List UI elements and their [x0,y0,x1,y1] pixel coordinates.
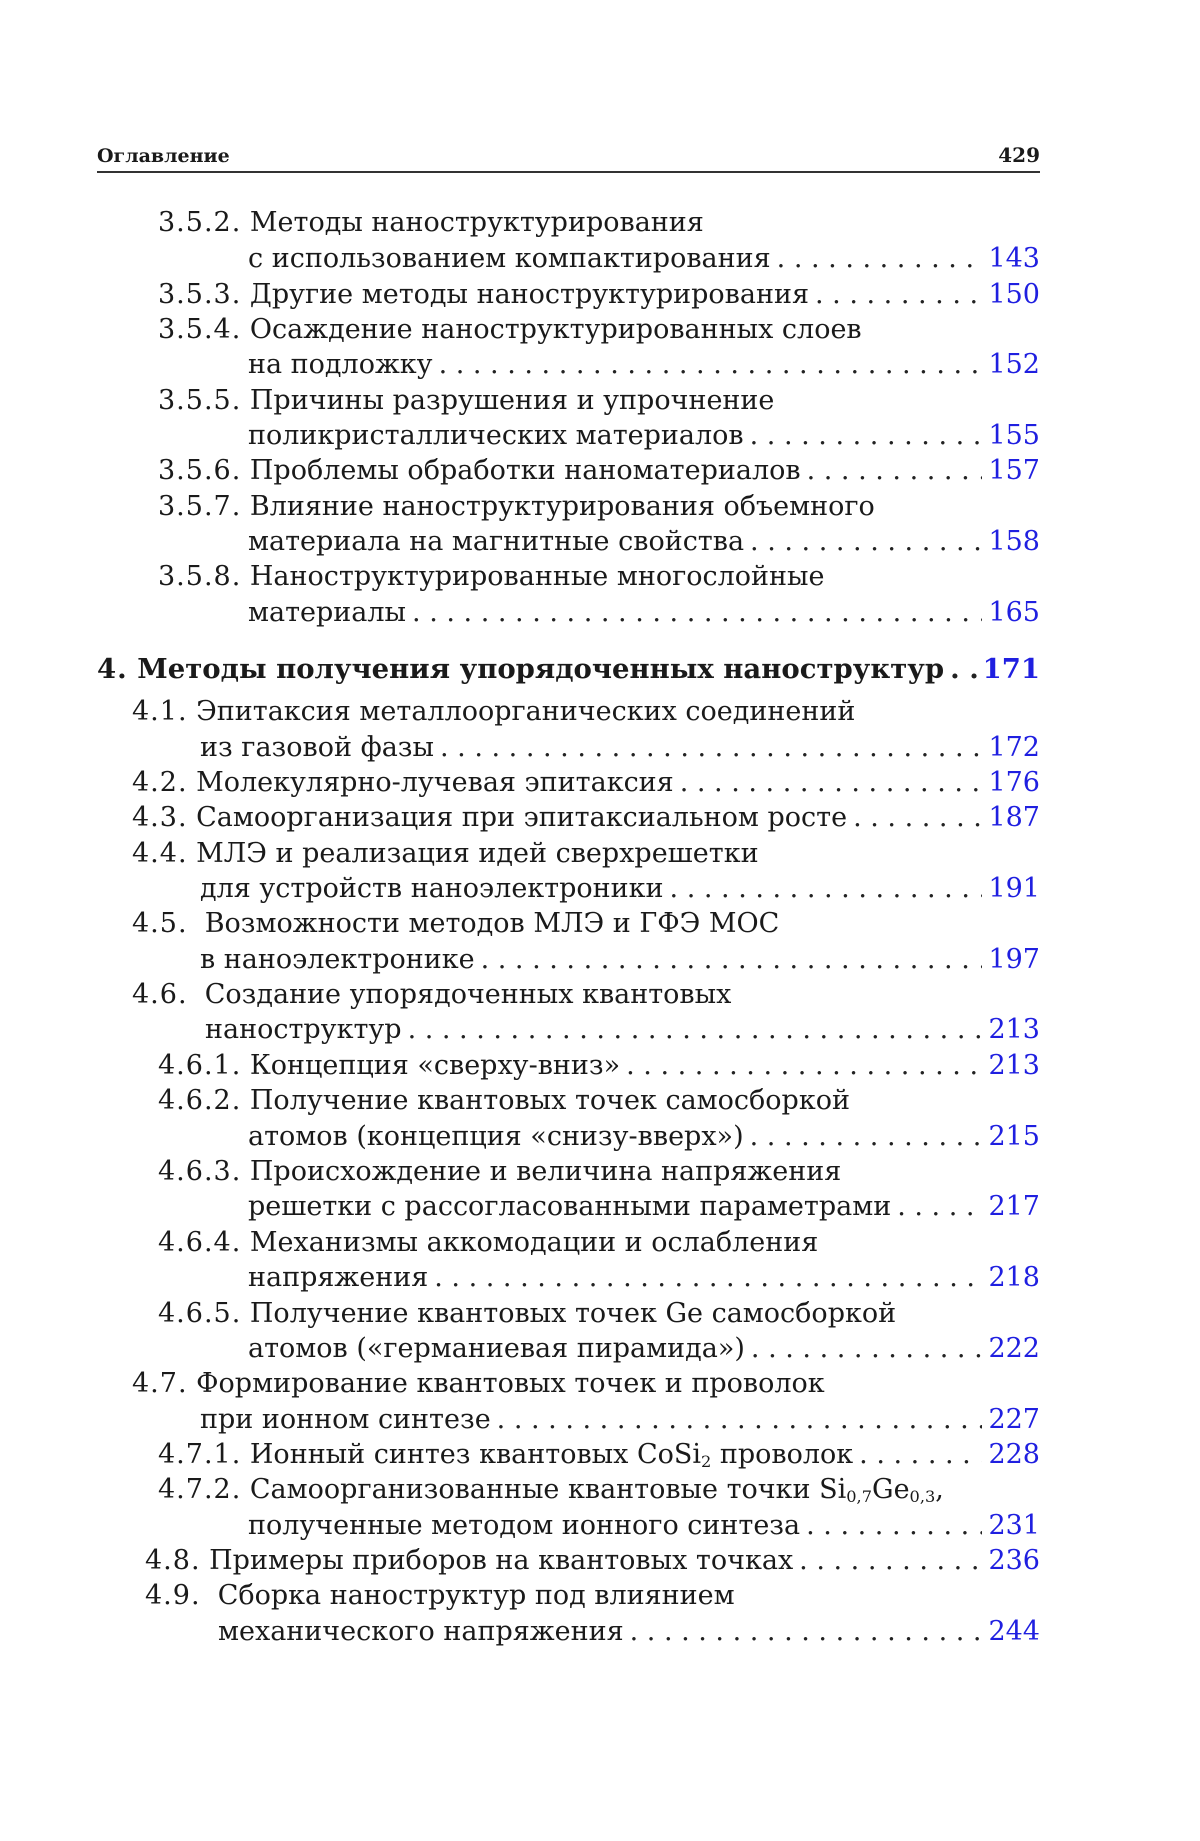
toc-entry-4-7-1[interactable] [158,1438,1040,1472]
entry-page-link[interactable]: 222 [988,1333,1040,1364]
entry-title: Создание упорядоченных квантовых [204,979,732,1010]
entry-number: 4.7. [132,1368,188,1399]
dot-leader [751,1332,983,1366]
entry-title-cont: атомов (концепция «снизу-вверх») [248,1121,744,1152]
entry-title: Возможности методов МЛЭ и ГФЭ МОС [204,908,780,939]
entry-title-cont: поликристаллических материалов [248,420,744,451]
toc-entry-4-6-2[interactable] [158,1084,1040,1118]
entry-page-link[interactable]: 228 [988,1439,1040,1470]
toc-entry-4-7[interactable] [132,1367,1040,1401]
entry-page-link[interactable]: 171 [982,653,1040,685]
entry-number: 4.6.4. [158,1227,242,1258]
toc-entry-4-1-cont[interactable] [200,731,1040,765]
entry-title-cont: в наноэлектронике [200,944,475,975]
entry-title-cont: с использованием компактирования [248,243,771,274]
dot-leader [897,1190,982,1224]
toc-entry-4-6-cont[interactable] [205,1013,1040,1047]
dot-leader [853,801,982,835]
entry-title-cont: на подложку [248,349,433,380]
entry-page-link[interactable]: 191 [988,873,1040,904]
dot-leader [626,1049,982,1083]
running-title: Оглавление [97,145,230,167]
dot-leader [807,454,983,488]
entry-number: 4.6.1. [158,1050,242,1081]
dot-leader [777,242,983,276]
entry-page-link[interactable]: 155 [988,420,1040,451]
entry-page-link[interactable]: 217 [988,1191,1040,1222]
dot-leader [440,731,982,765]
toc-entry-4-6-3[interactable] [158,1155,1040,1189]
dot-leader [439,348,983,382]
toc-entry-4-6[interactable] [132,978,1040,1012]
entry-number: 4.3. [132,802,188,833]
entry-page-link[interactable]: 236 [988,1545,1040,1576]
entry-number: 4.9. [145,1580,201,1611]
toc-entry-4-9[interactable] [145,1579,1040,1613]
entry-title: Самоорганизация при эпитаксиальном росте [196,802,848,833]
entry-title: Формирование квантовых точек и проволок [196,1368,825,1399]
dot-leader [434,1261,982,1295]
dot-leader [680,766,983,800]
toc-entry-4-8[interactable] [145,1544,1040,1578]
toc-entry-3-5-7[interactable] [158,490,1040,524]
entry-page-link[interactable]: 157 [988,455,1040,486]
entry-number: 3.5.7. [158,491,242,522]
entry-number: 3.5.4. [158,314,242,345]
entry-number: 4.4. [132,838,188,869]
toc-entry-4-6-3-cont[interactable] [248,1190,1040,1224]
toc-entry-3-5-5[interactable] [158,384,1040,418]
dot-leader [815,278,982,312]
toc-entry-4-6-4-cont[interactable] [248,1261,1040,1295]
entry-page-link[interactable]: 218 [988,1262,1040,1293]
entry-title-cont: при ионном синтезе [200,1404,491,1435]
dot-leader [750,1120,983,1154]
toc-entry-4-4-cont[interactable] [200,872,1040,906]
entry-title: Методы получения упорядоченных наноструктур [137,653,945,685]
entry-title: Происхождение и величина напряжения [249,1156,842,1187]
toc-entry-4-6-5[interactable] [158,1297,1040,1331]
entry-title: Эпитаксия металлоорганических соединений [196,696,856,727]
entry-title: Осаждение наноструктурированных слоев [249,314,862,345]
entry-number: 3.5.3. [158,279,242,310]
entry-title: МЛЭ и реализация идей сверхрешетки [196,838,759,869]
entry-page-link[interactable]: 244 [988,1616,1040,1647]
entry-title: Получение квантовых точек самосборкой [249,1085,850,1116]
entry-title-cont: материалы [248,597,407,628]
toc-chapter-4[interactable] [97,652,1040,686]
toc-entry-4-7-cont[interactable] [200,1403,1040,1437]
entry-title-cont: атомов («германиевая пирамида») [248,1333,745,1364]
entry-title: Концепция «сверху-вниз» [249,1050,621,1081]
toc-entry-3-5-3[interactable] [158,278,1040,312]
toc-entry-4-6-4[interactable] [158,1226,1040,1260]
toc-entry-4-6-1[interactable] [158,1049,1040,1083]
toc-entry-3-5-4-cont[interactable] [248,348,1040,382]
toc-entry-4-5-cont[interactable] [200,943,1040,977]
entry-title-cont: решетки с рассогласованными параметрами [248,1191,892,1222]
entry-title: Самоорганизованные квантовые точки $Si_{0,7}Ge_{0,3}$, [249,1474,944,1506]
toc-entry-4-5[interactable] [132,907,1040,941]
entry-title: Проблемы обработки наноматериалов [249,455,801,486]
entry-number: 3.5.6. [158,455,242,486]
entry-page-link[interactable]: 213 [988,1014,1040,1045]
page-number: 429 [998,143,1040,167]
dot-leader [408,1013,983,1047]
dot-leader [481,943,983,977]
dot-leader [799,1544,982,1578]
toc-entry-3-5-5-cont[interactable] [248,419,1040,453]
toc-entry-3-5-4[interactable] [158,313,1040,347]
entry-number: 4.7.1. [158,1439,242,1470]
entry-page-link[interactable]: 143 [988,243,1040,274]
toc-entry-3-5-8-cont[interactable] [248,596,1040,630]
dot-leader [750,419,983,453]
entry-number: 3.5.5. [158,385,242,416]
entry-page-link[interactable]: 231 [988,1510,1040,1541]
entry-number: 4. [97,653,128,685]
dot-leader [806,1509,982,1543]
entry-page-link[interactable]: 227 [988,1404,1040,1435]
toc-entry-4-1[interactable] [132,695,1040,729]
entry-page-link[interactable]: 197 [988,944,1040,975]
toc-entry-4-6-5-cont[interactable] [248,1332,1040,1366]
entry-number: 4.7.2. [158,1474,242,1505]
entry-title-cont: из газовой фазы [200,732,435,763]
entry-title: Наноструктурированные многослойные [249,561,825,592]
dot-leader [630,1615,983,1649]
entry-number: 4.5. [132,908,188,939]
toc-entry-4-9-cont[interactable] [218,1615,1040,1649]
entry-title: Причины разрушения и упрочнение [249,385,775,416]
entry-title: Методы наноструктурирования [249,207,704,238]
entry-title: Ионный синтез квантовых CoSi$_2$ проволок [249,1439,854,1471]
dot-leader [670,872,983,906]
entry-page-link[interactable]: 215 [988,1121,1040,1152]
toc-entry-3-5-6[interactable] [158,454,1040,488]
entry-number: 4.6.5. [158,1298,242,1329]
toc-entry-4-7-2-cont[interactable] [248,1509,1040,1543]
entry-number: 4.6.2. [158,1085,242,1116]
entry-page-link[interactable]: 172 [988,732,1040,763]
entry-title: Примеры приборов на квантовых точках [209,1545,794,1576]
entry-title-cont: материала на магнитные свойства [248,526,745,557]
entry-title-cont: полученные методом ионного синтеза [248,1510,801,1541]
dot-leader [497,1403,983,1437]
entry-page-link[interactable]: 176 [988,767,1040,798]
entry-number: 3.5.8. [158,561,242,592]
dot-leader [859,1438,982,1472]
toc-entry-4-7-2[interactable] [158,1473,1040,1507]
entry-title-cont: для устройств наноэлектроники [200,873,664,904]
entry-title: Механизмы аккомодации и ослабления [249,1227,819,1258]
entry-page-link[interactable]: 165 [988,597,1040,628]
toc-entry-4-2[interactable] [132,766,1040,800]
dot-leader [750,525,982,559]
toc-entry-3-5-8[interactable] [158,560,1040,594]
entry-page-link[interactable]: 158 [988,526,1040,557]
entry-title-cont: напряжения [248,1262,429,1293]
dot-leader [412,596,982,630]
entry-title: Получение квантовых точек Ge самосборкой [249,1298,897,1329]
entry-number: 4.1. [132,696,188,727]
entry-title: Сборка наноструктур под влиянием [217,1580,735,1611]
toc-entry-3-5-7-cont[interactable] [248,525,1040,559]
entry-page-link[interactable]: 187 [988,802,1040,833]
entry-number: 4.6.3. [158,1156,242,1187]
entry-page-link[interactable]: 213 [988,1050,1040,1081]
entry-number: 4.2. [132,767,188,798]
toc-entry-3-5-2[interactable] [158,206,1040,240]
toc-entry-3-5-2-cont[interactable] [248,242,1040,276]
entry-number: 4.8. [145,1545,201,1576]
entry-title-cont: наноструктур [205,1014,402,1045]
toc-entry-4-4[interactable] [132,837,1040,871]
entry-title: Другие методы наноструктурирования [249,279,809,310]
toc-entry-4-3[interactable] [132,801,1040,835]
entry-title-cont: механического напряжения [218,1616,624,1647]
entry-page-link[interactable]: 152 [988,349,1040,380]
toc-entry-4-6-2-cont[interactable] [248,1120,1040,1154]
entry-title: Молекулярно-лучевая эпитаксия [196,767,674,798]
entry-number: 3.5.2. [158,207,242,238]
entry-title: Влияние наноструктурирования объемного [249,491,875,522]
entry-number: 4.6. [132,979,188,1010]
dot-leader [950,652,977,686]
entry-page-link[interactable]: 150 [988,279,1040,310]
